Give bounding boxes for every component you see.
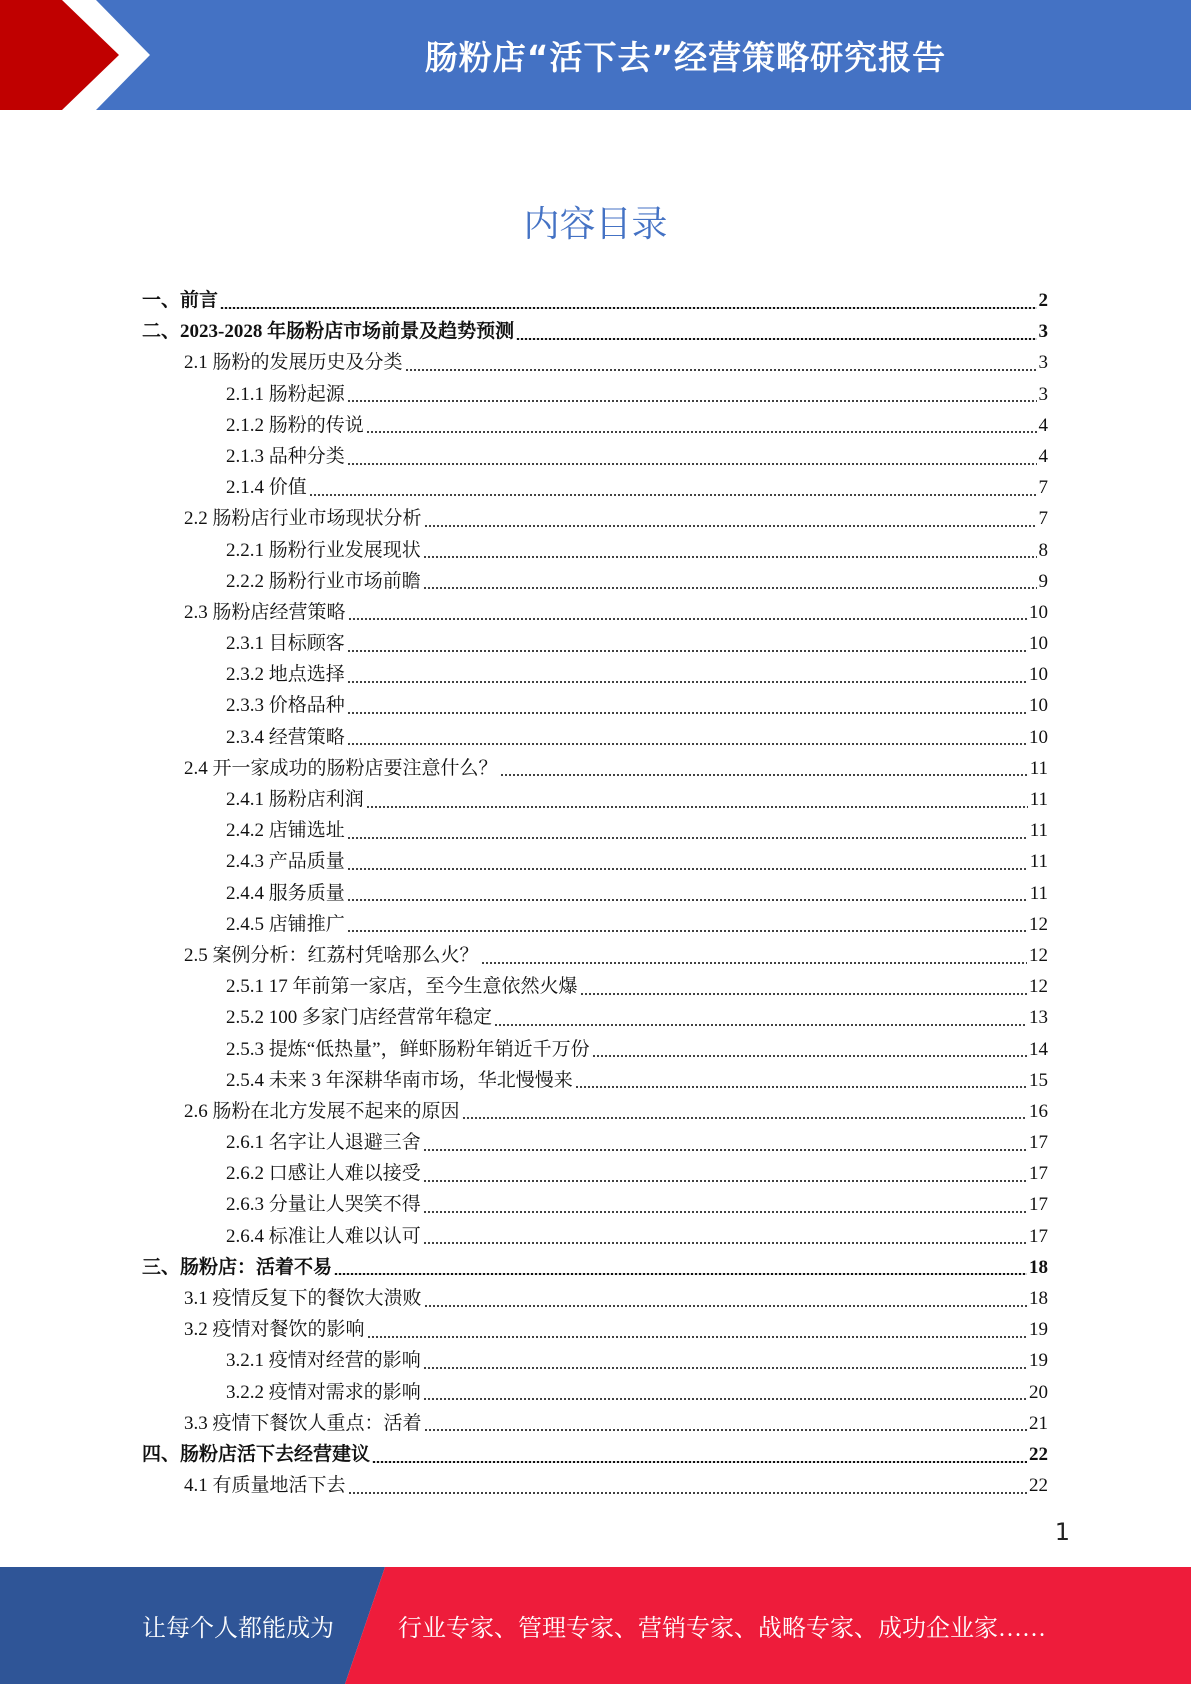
toc-entry-label: 2.6 肠粉在北方发展不起来的原因 xyxy=(184,1100,460,1122)
toc-entry[interactable] xyxy=(142,1065,1048,1096)
toc-entry-label: 2.3.2 地点选择 xyxy=(226,664,345,686)
toc-entry[interactable] xyxy=(142,316,1048,347)
toc-entry[interactable] xyxy=(142,1408,1048,1439)
toc-dot-leader xyxy=(372,1461,1027,1463)
toc-entry-page: 10 xyxy=(1029,726,1048,748)
page-number: 1 xyxy=(1054,1518,1070,1546)
toc-entry[interactable] xyxy=(142,1221,1048,1252)
toc-entry-label: 二、2023-2028 年肠粉店市场前景及趋势预测 xyxy=(142,321,515,343)
toc-entry-label: 2.1.1 肠粉起源 xyxy=(226,383,345,405)
toc-entry-page: 9 xyxy=(1038,570,1048,592)
toc-entry-label: 2.5.2 100 多家门店经营常年稳定 xyxy=(226,1007,493,1029)
toc-dot-leader xyxy=(462,1117,1027,1119)
toc-entry[interactable] xyxy=(142,971,1048,1002)
toc-dot-leader xyxy=(220,307,1036,309)
toc-dot-leader xyxy=(592,1055,1027,1057)
toc-dot-leader xyxy=(347,743,1027,745)
toc-dot-leader xyxy=(481,962,1027,964)
toc-dot-leader xyxy=(347,837,1028,839)
toc-dot-leader xyxy=(334,1273,1027,1275)
toc-entry-label: 四、肠粉店活下去经营建议 xyxy=(142,1443,371,1465)
toc-entry-label: 2.6.1 名字让人退避三舍 xyxy=(226,1132,421,1154)
toc-entry[interactable] xyxy=(142,753,1048,784)
toc-entry-label: 2.2 肠粉店行业市场现状分析 xyxy=(184,508,422,530)
toc-entry-page: 12 xyxy=(1029,913,1048,935)
toc-entry-page: 17 xyxy=(1029,1225,1048,1247)
toc-dot-leader xyxy=(423,1180,1027,1182)
toc-entry[interactable] xyxy=(142,940,1048,971)
toc-entry[interactable] xyxy=(142,784,1048,815)
toc-entry-label: 2.6.2 口感让人难以接受 xyxy=(226,1163,421,1185)
toc-entry-label: 3.3 疫情下餐饮人重点：活着 xyxy=(184,1412,422,1434)
toc-entry-page: 10 xyxy=(1029,664,1048,686)
page-header xyxy=(0,0,1191,110)
toc-entry[interactable] xyxy=(142,909,1048,940)
toc-entry-label: 2.4.1 肠粉店利润 xyxy=(226,789,364,810)
toc-entry[interactable] xyxy=(142,1439,1048,1470)
toc-dot-leader xyxy=(366,806,1028,808)
toc-entry-label: 2.4.3 产品质量 xyxy=(226,851,345,873)
toc-entry[interactable] xyxy=(142,628,1048,659)
toc-entry[interactable] xyxy=(142,1283,1048,1314)
toc-dot-leader xyxy=(580,993,1027,995)
toc-dot-leader xyxy=(423,556,1037,558)
toc-entry-page: 10 xyxy=(1029,633,1048,655)
toc-entry[interactable] xyxy=(142,1470,1048,1501)
toc-entry-page: 19 xyxy=(1029,1319,1048,1341)
toc-entry-label: 2.3.3 价格品种 xyxy=(226,695,345,717)
toc-entry-page: 22 xyxy=(1029,1443,1048,1465)
toc-dot-leader xyxy=(424,1429,1027,1431)
toc-entry-page: 11 xyxy=(1029,789,1048,810)
toc-entry[interactable] xyxy=(142,690,1048,721)
toc-entry-page: 11 xyxy=(1029,851,1048,873)
toc-entry[interactable] xyxy=(142,815,1048,846)
toc-entry-label: 2.5.1 17 年前第一家店，至今生意依然火爆 xyxy=(226,976,578,998)
toc-entry[interactable] xyxy=(142,566,1048,597)
toc-entry-label: 3.2 疫情对餐饮的影响 xyxy=(184,1319,365,1341)
toc-entry-label: 2.4.4 服务质量 xyxy=(226,882,345,904)
toc-entry[interactable] xyxy=(142,1127,1048,1158)
footer-slogan-right: 行业专家、管理专家、营销专家、战略专家、成功企业家…… xyxy=(398,1616,1046,1642)
toc-dot-leader xyxy=(424,1305,1027,1307)
toc-dot-leader xyxy=(423,1367,1027,1369)
toc-entry-label: 2.4 开一家成功的肠粉店要注意什么？ xyxy=(184,757,498,779)
toc-dot-leader xyxy=(405,369,1037,371)
toc-entry-page: 19 xyxy=(1029,1350,1048,1372)
toc-entry-label: 2.4.5 店铺推广 xyxy=(226,913,345,935)
toc-dot-leader xyxy=(366,431,1037,433)
toc-dot-leader xyxy=(347,868,1028,870)
toc-entry[interactable] xyxy=(142,1034,1048,1065)
toc-entry[interactable] xyxy=(142,1158,1048,1189)
toc-entry-label: 2.3.1 目标顾客 xyxy=(226,633,345,655)
toc-entry[interactable] xyxy=(142,285,1048,316)
toc-entry-label: 2.1.2 肠粉的传说 xyxy=(226,414,364,436)
toc-dot-leader xyxy=(347,400,1037,402)
toc-entry[interactable] xyxy=(142,1096,1048,1127)
toc-dot-leader xyxy=(424,525,1037,527)
toc-entry-label: 2.2.1 肠粉行业发展现状 xyxy=(226,539,421,561)
toc-dot-leader xyxy=(423,587,1037,589)
toc-entry-page: 12 xyxy=(1029,976,1048,998)
toc-dot-leader xyxy=(347,681,1027,683)
toc-entry-label: 2.5.3 提炼“低热量”，鲜虾肠粉年销近千万份 xyxy=(226,1038,590,1060)
toc-entry-page: 3 xyxy=(1038,352,1048,374)
toc-entry-page: 7 xyxy=(1038,508,1048,530)
toc-entry-page: 20 xyxy=(1029,1381,1048,1403)
toc-entry-page: 13 xyxy=(1029,1007,1048,1029)
toc-entry[interactable] xyxy=(142,1345,1048,1376)
toc-entry-label: 2.6.4 标准让人难以认可 xyxy=(226,1225,421,1247)
toc-entry-label: 4.1 有质量地活下去 xyxy=(184,1475,346,1497)
toc-entry-label: 2.2.2 肠粉行业市场前瞻 xyxy=(226,570,421,592)
toc-entry[interactable] xyxy=(142,1377,1048,1408)
toc-entry-page: 12 xyxy=(1029,944,1048,966)
toc-entry-page: 22 xyxy=(1029,1475,1048,1497)
toc-entry[interactable] xyxy=(142,379,1048,410)
toc-entry[interactable] xyxy=(142,1314,1048,1345)
toc-entry-page: 11 xyxy=(1029,820,1048,842)
toc-entry-label: 2.3 肠粉店经营策略 xyxy=(184,601,346,623)
toc-entry-page: 18 xyxy=(1029,1288,1048,1309)
toc-dot-leader xyxy=(348,618,1027,620)
toc-entry-label: 2.6.3 分量让人哭笑不得 xyxy=(226,1194,421,1216)
toc-dot-leader xyxy=(347,650,1027,652)
toc-dot-leader xyxy=(423,1149,1027,1151)
toc-entry-label: 三、肠粉店：活着不易 xyxy=(142,1256,333,1278)
toc-entry[interactable] xyxy=(142,1252,1048,1283)
toc-entry-page: 4 xyxy=(1038,445,1048,467)
toc-entry-page: 11 xyxy=(1029,757,1048,779)
toc-dot-leader xyxy=(347,899,1028,901)
toc-entry[interactable] xyxy=(142,722,1048,753)
toc-entry-page: 7 xyxy=(1038,477,1048,499)
toc-entry-label: 2.1.3 品种分类 xyxy=(226,445,345,467)
toc-dot-leader xyxy=(347,463,1037,465)
footer-slogan-left: 让每个人都能成为 xyxy=(142,1616,334,1642)
toc-dot-leader xyxy=(347,930,1027,932)
toc-entry-page: 18 xyxy=(1029,1256,1048,1278)
toc-dot-leader xyxy=(348,1492,1027,1494)
toc-entry-label: 2.1 肠粉的发展历史及分类 xyxy=(184,352,403,374)
toc-entry-label: 2.1.4 价值 xyxy=(226,477,307,499)
toc-entry[interactable] xyxy=(142,503,1048,534)
table-of-contents xyxy=(142,285,1048,1501)
toc-entry-page: 11 xyxy=(1029,882,1048,904)
toc-entry[interactable] xyxy=(142,535,1048,566)
toc-entry[interactable] xyxy=(142,597,1048,628)
toc-entry-page: 17 xyxy=(1029,1194,1048,1216)
toc-entry[interactable] xyxy=(142,472,1048,503)
toc-entry-page: 2 xyxy=(1038,290,1048,311)
toc-entry[interactable] xyxy=(142,659,1048,690)
toc-entry-page: 17 xyxy=(1029,1132,1048,1154)
toc-entry-label: 3.1 疫情反复下的餐饮大溃败 xyxy=(184,1288,422,1309)
toc-dot-leader xyxy=(494,1024,1027,1026)
toc-entry-label: 2.3.4 经营策略 xyxy=(226,726,345,748)
toc-entry-page: 15 xyxy=(1029,1069,1048,1091)
toc-entry-page: 16 xyxy=(1029,1100,1048,1122)
toc-entry-label: 2.5.4 未来 3 年深耕华南市场，华北慢慢来 xyxy=(226,1069,573,1091)
toc-entry-page: 4 xyxy=(1038,414,1048,436)
toc-entry-label: 一、前言 xyxy=(142,290,219,311)
toc-entry-page: 17 xyxy=(1029,1163,1048,1185)
toc-dot-leader xyxy=(309,494,1037,496)
toc-dot-leader xyxy=(347,712,1027,714)
toc-entry-page: 8 xyxy=(1038,539,1048,561)
toc-dot-leader xyxy=(423,1242,1027,1244)
toc-entry-page: 21 xyxy=(1029,1412,1048,1434)
toc-entry[interactable] xyxy=(142,846,1048,877)
toc-entry-page: 3 xyxy=(1038,321,1048,343)
header-title: 肠粉店“活下去”经营策略研究报告 xyxy=(424,37,947,77)
toc-entry[interactable] xyxy=(142,410,1048,441)
toc-dot-leader xyxy=(500,774,1028,776)
toc-dot-leader xyxy=(367,1336,1027,1338)
toc-dot-leader xyxy=(575,1086,1027,1088)
page-footer xyxy=(0,1567,1191,1684)
toc-entry-label: 3.2.1 疫情对经营的影响 xyxy=(226,1350,421,1372)
toc-entry[interactable] xyxy=(142,878,1048,909)
toc-entry[interactable] xyxy=(142,347,1048,378)
toc-heading: 内容目录 xyxy=(523,204,668,245)
toc-entry-page: 10 xyxy=(1029,601,1048,623)
toc-entry-page: 14 xyxy=(1029,1038,1048,1060)
toc-entry-page: 3 xyxy=(1038,383,1048,405)
toc-entry-label: 2.4.2 店铺选址 xyxy=(226,820,345,842)
toc-entry-label: 3.2.2 疫情对需求的影响 xyxy=(226,1381,421,1403)
toc-dot-leader xyxy=(423,1398,1027,1400)
toc-dot-leader xyxy=(423,1211,1027,1213)
toc-entry[interactable] xyxy=(142,1189,1048,1220)
toc-entry-label: 2.5 案例分析：红荔村凭啥那么火？ xyxy=(184,944,479,966)
toc-entry-page: 10 xyxy=(1029,695,1048,717)
toc-entry[interactable] xyxy=(142,1002,1048,1033)
toc-entry[interactable] xyxy=(142,441,1048,472)
toc-dot-leader xyxy=(516,338,1036,340)
